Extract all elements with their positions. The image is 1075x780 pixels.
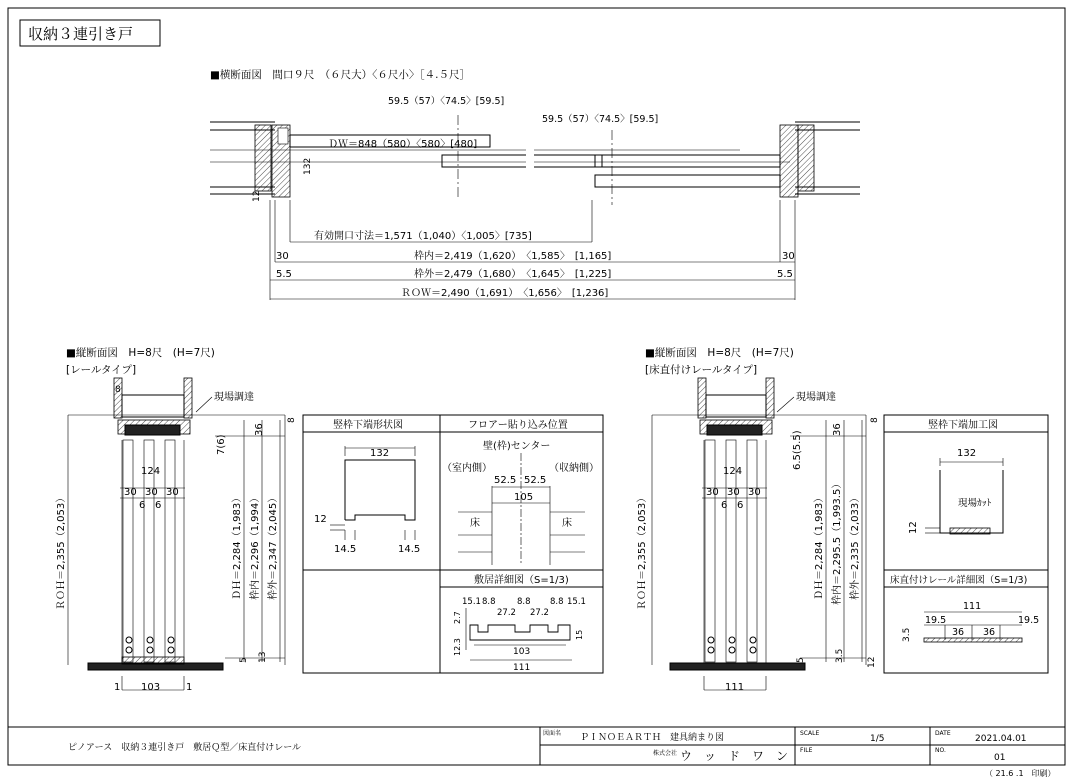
right-6-5: 6.5(5.5): [792, 430, 803, 470]
plan-30-right: 30: [782, 251, 795, 262]
tb-zumen: ＰＩＮＯＥＡＲＴＨ 建具納まり図: [580, 733, 725, 743]
plan-wakuuchi: 枠内＝2,419（1,620） 〈1,585〉 [1,165]: [414, 251, 612, 262]
plan-door-panels: [290, 115, 780, 205]
tb-company-label: 株式会社: [653, 750, 678, 757]
svg-text:8.8: 8.8: [482, 597, 496, 607]
floor-yuka-right: 床: [562, 518, 572, 529]
shikii-title: 敷居詳細図（S=1/3): [474, 575, 569, 586]
left-7-6: 7(6): [216, 434, 227, 455]
tb-scale: 1/5: [870, 734, 885, 744]
plan-dim-right: 59.5（57）〈74.5〉[59.5]: [542, 114, 659, 125]
right-section-subheading: [床直付けレールタイプ]: [645, 364, 758, 376]
svg-text:15.1: 15.1: [567, 597, 586, 607]
tb-print: （ 21.6 .1 印刷）: [985, 769, 1056, 778]
rail-36b: 36: [983, 627, 996, 638]
right-genba: 現場調達: [796, 392, 836, 403]
plan-dim-left: 59.5（57）〈74.5〉[59.5]: [388, 96, 505, 107]
kakou-genbacut: 現場ｶｯﾄ: [958, 498, 992, 509]
tb-file-label: FILE: [800, 747, 813, 754]
left-1b: 1: [186, 682, 193, 693]
rail-19-5b: 19.5: [1018, 615, 1040, 626]
tate-14-5b: 14.5: [398, 544, 421, 555]
left-1a: 1: [114, 682, 121, 693]
tb-product: ピノアース 収納３連引き戸 敷居Ｑ型／床直付けレール: [68, 743, 302, 753]
plan-dw: ＤＷ＝848（580）〈580〉[480]: [328, 139, 478, 150]
plan-55-left: 5.5: [276, 269, 292, 280]
svg-text:8.8: 8.8: [517, 597, 531, 607]
right-6b: 6: [737, 500, 744, 511]
left-8-top: 8: [115, 385, 121, 395]
kakou-132: 132: [957, 448, 977, 459]
shikii-27-2a: 27.2: [497, 608, 516, 618]
right-36: 36: [832, 423, 843, 436]
shikii-12-3: 12.3: [453, 638, 462, 656]
shikii-dims-top: [462, 597, 586, 607]
svg-text:8.8: 8.8: [550, 597, 564, 607]
floor-left-side: （室内側）: [442, 463, 492, 474]
shikii-103: 103: [513, 647, 531, 657]
shikii-2-7: 2.7: [453, 611, 462, 624]
right-section-heading: ■縦断面図 H=8尺 (H=7尺): [645, 347, 794, 359]
tate-132: 132: [370, 448, 390, 459]
right-wakuuchi: 枠内＝2,295.5（1,993.5）: [832, 478, 843, 605]
left-30a: 30: [124, 487, 137, 498]
plan-wall-132: 132: [303, 157, 313, 175]
tate-title: 竪枠下端形状図: [333, 420, 403, 431]
left-roh: ＲＯＨ＝2,355（2,053）: [56, 492, 67, 610]
right-30c: 30: [748, 487, 761, 498]
page-title: 収納３連引き戸: [28, 25, 134, 43]
left-5: 5: [239, 657, 249, 663]
left-section-subheading: [レールタイプ]: [66, 364, 137, 376]
right-111: 111: [725, 682, 745, 693]
sheet-border: [8, 8, 1065, 765]
tb-scale-label: SCALE: [800, 730, 820, 737]
floor-yuka-left: 床: [470, 518, 480, 529]
right-3-5: 3.5: [835, 648, 845, 663]
plan-wakusoto: 枠外＝2,479（1,680） 〈1,645〉 [1,225]: [414, 269, 612, 280]
left-13: 13: [258, 651, 268, 663]
right-30a: 30: [706, 487, 719, 498]
right-5: 5: [796, 657, 806, 663]
floor-52-5b: 52.5: [524, 475, 547, 486]
kakou-title: 竪枠下端加工図: [928, 420, 998, 431]
floor-right-side: （収納側）: [549, 463, 599, 474]
tb-date-label: DATE: [935, 730, 951, 737]
plan-dimension-lines: [270, 200, 795, 300]
left-30c: 30: [166, 487, 179, 498]
right-124: 124: [723, 466, 743, 477]
tate-shape: [330, 446, 415, 540]
tb-zumen-label: 図面名: [543, 730, 562, 737]
tb-no-label: NO.: [935, 747, 946, 754]
left-6a: 6: [139, 500, 146, 511]
left-dh: ＤＨ＝2,284（1,983）: [232, 492, 243, 600]
left-6b: 6: [155, 500, 162, 511]
floor-52-5a: 52.5: [494, 475, 517, 486]
tate-12: 12: [314, 514, 327, 525]
right-dh: ＤＨ＝2,284（1,983）: [814, 492, 825, 600]
plan-wall-12: 12: [252, 190, 262, 202]
right-roh: ＲＯＨ＝2,355（2,053）: [637, 492, 648, 610]
rail-title: 床直付けレール詳細図（S=1/3): [890, 575, 1028, 586]
plan-30-left: 30: [276, 251, 289, 262]
left-wakusoto: 枠外＝2,347（2,045）: [268, 492, 279, 600]
plan-opening: 有効開口寸法＝1,571（1,040）〈1,005〉[735]: [314, 231, 532, 242]
kakou-12: 12: [908, 521, 919, 534]
rail-36a: 36: [952, 627, 965, 638]
plan-wall-left: [210, 122, 790, 197]
floor-center: 壁(枠)センター: [483, 441, 551, 452]
left-wakuuchi: 枠内＝2,296（1,994）: [250, 492, 261, 600]
left-36: 36: [254, 423, 265, 436]
kakou-shape: [925, 458, 1003, 534]
tate-14-5a: 14.5: [334, 544, 357, 555]
left-section-heading: ■縦断面図 H=8尺 (H=7尺): [66, 347, 215, 359]
left-8-side: 8: [287, 417, 297, 423]
right-wakusoto: 枠外＝2,335（2,033）: [850, 492, 861, 600]
shikii-15: 15: [575, 629, 584, 640]
left-genba: 現場調達: [214, 392, 254, 403]
right-6a: 6: [721, 500, 728, 511]
left-103: 103: [141, 682, 161, 693]
rail-19-5a: 19.5: [925, 615, 947, 626]
tb-no: 01: [994, 753, 1006, 763]
floor-title: フロアー貼り込み位置: [468, 420, 568, 431]
left-30b: 30: [145, 487, 158, 498]
plan-heading: ■横断面図 間口９尺 （６尺大）〈６尺小〉［４.５尺］: [210, 69, 471, 81]
rail-3-5: 3.5: [902, 627, 912, 642]
left-124: 124: [141, 466, 161, 477]
right-30b: 30: [727, 487, 740, 498]
shikii-27-2b: 27.2: [530, 608, 549, 618]
tb-date: 2021.04.01: [975, 734, 1027, 744]
plan-55-right: 5.5: [777, 269, 793, 280]
shikii-111: 111: [513, 663, 531, 673]
plan-row: ＲＯＷ＝2,490（1,691） 〈1,656〉 [1,236]: [401, 288, 609, 299]
right-8-side: 8: [870, 417, 880, 423]
floor-105: 105: [514, 492, 534, 503]
svg-text:15.1: 15.1: [462, 597, 481, 607]
tb-company: ウ ッ ド ワ ン: [680, 749, 789, 763]
right-12: 12: [867, 656, 877, 668]
rail-111: 111: [963, 601, 982, 612]
plan-wall-right: [780, 122, 860, 197]
